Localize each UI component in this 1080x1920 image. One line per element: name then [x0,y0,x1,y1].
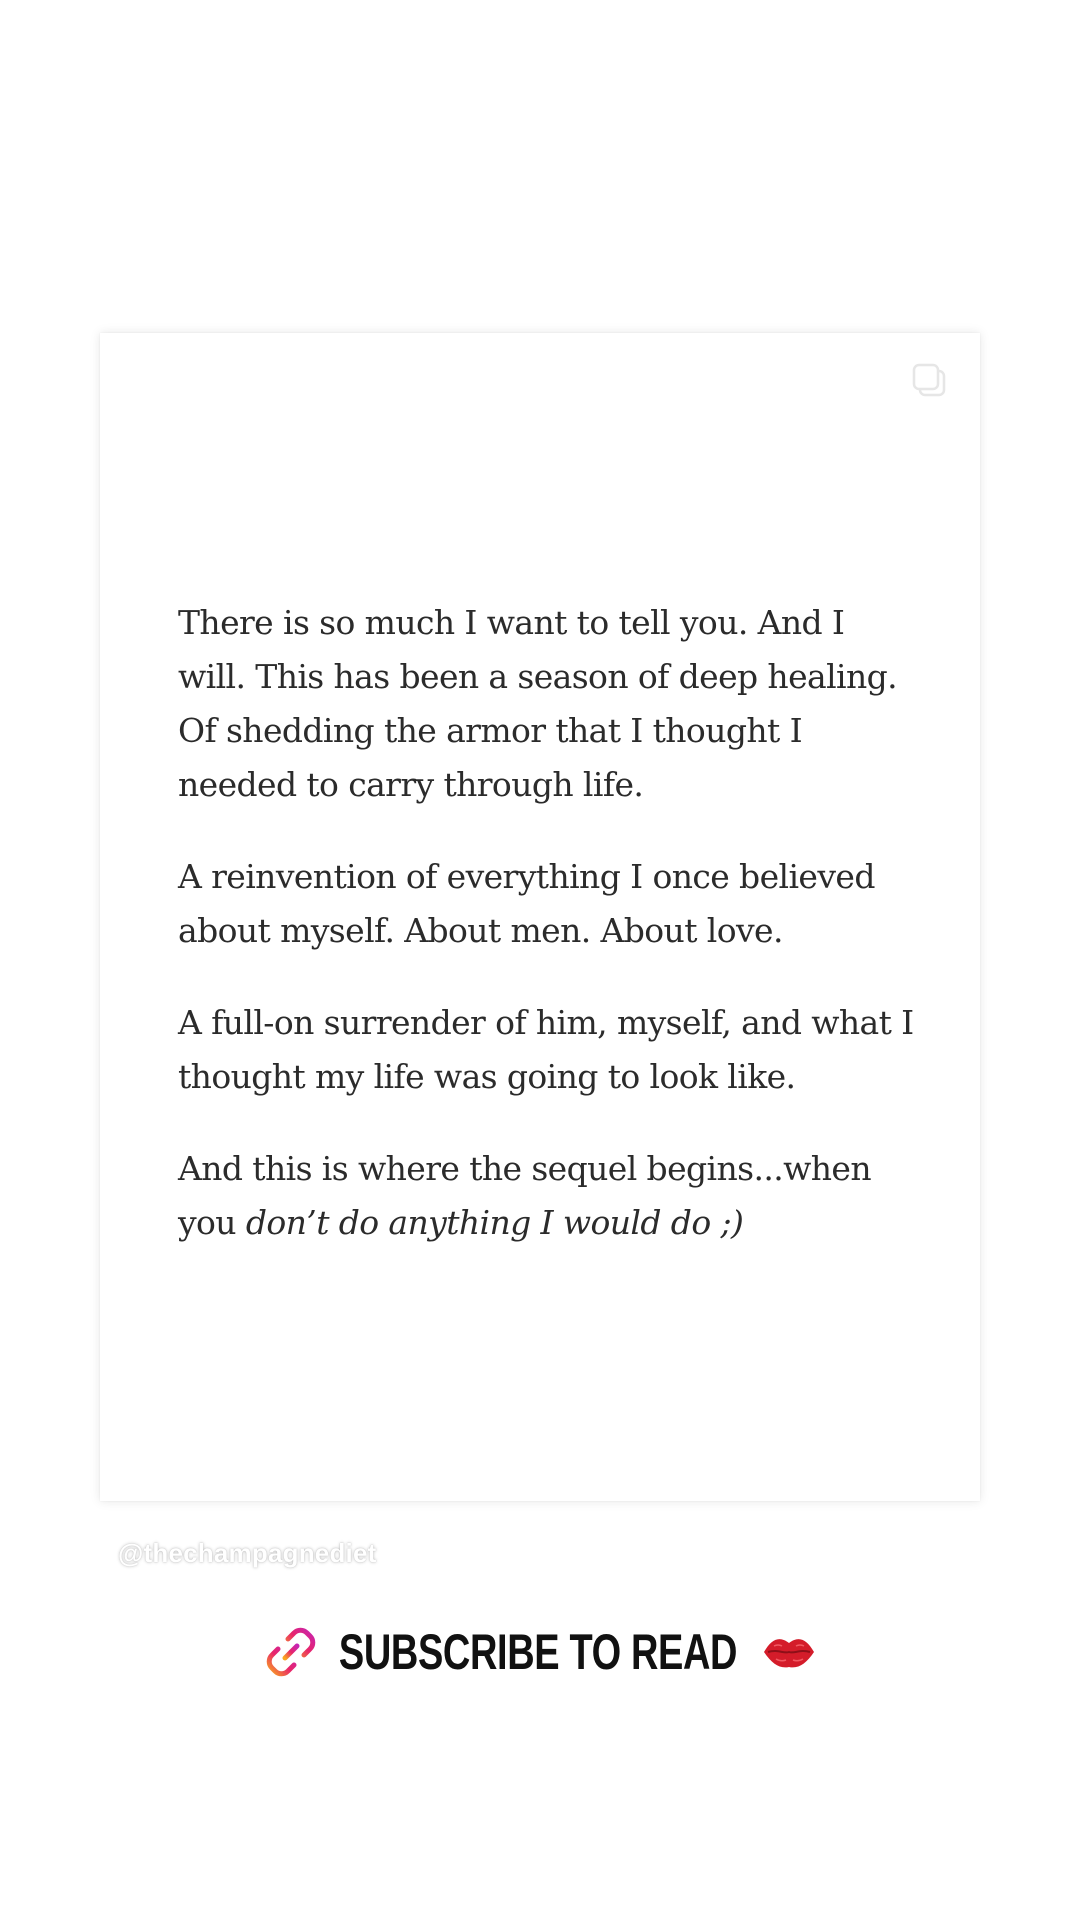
post-paragraph: A reinvention of everything I once believed about myself. About men. About love. [178,857,875,950]
post-paragraph-italic: don’t do anything I would do ;) [245,1203,744,1242]
kiss-lips-icon [762,1632,816,1672]
account-handle: @thechampagnediet [118,1538,377,1568]
shared-post-card[interactable] [100,333,980,1501]
post-paragraph [178,1142,918,1250]
post-paragraph: A full-on surrender of him, myself, and what I thought my life was going to look like. [178,1003,914,1096]
link-sticker[interactable] [0,1620,1080,1684]
link-icon [264,1625,318,1679]
post-paragraph: There is so much I want to tell you. And I will. This has been a season of deep healing. Of shedding the armor that I thought I needed to carry through life. [178,603,898,804]
link-sticker-label: SUBSCRIBE TO READ [338,1624,738,1680]
carousel-icon [910,361,950,401]
post-body [178,596,918,1288]
post-paragraph-text: And this is where the sequel begins...when you [178,1149,872,1242]
